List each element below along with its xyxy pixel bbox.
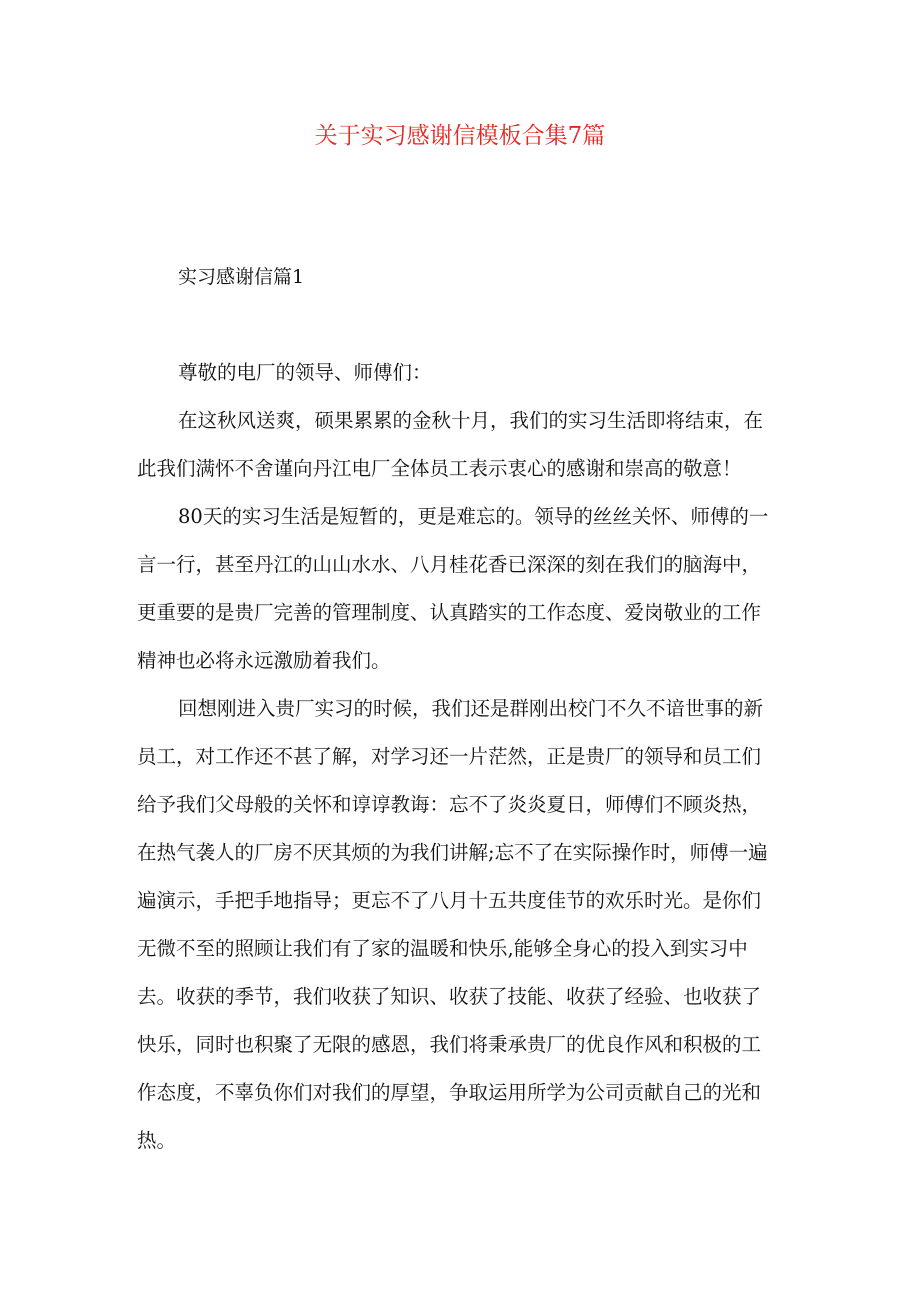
paragraph-3-line-1: 回想刚进入贵厂实习的时候，我们还是群刚出校门不久不谙世事的新 bbox=[178, 697, 764, 720]
paragraph-3-line-3: 给予我们父母般的关怀和谆谆教诲：忘不了炎炎夏日，师傅们不顾炎热， bbox=[137, 793, 762, 816]
paragraph-3-line-5: 遍演示，手把手地指导；更忘不了八月十五共度佳节的欢乐时光。是你们 bbox=[137, 889, 762, 912]
paragraph-3-line-10: 热。 bbox=[137, 1129, 177, 1152]
paragraph-2-line-4: 精神也必将永远激励着我们。 bbox=[137, 649, 391, 672]
paragraph-3-line-8: 快乐，同时也积聚了无限的感恩，我们将秉承贵厂的优良作风和积极的工 bbox=[137, 1033, 762, 1056]
paragraph-3-line-7: 去。收获的季节，我们收获了知识、收获了技能、收获了经验、也收获了 bbox=[137, 985, 762, 1008]
paragraph-2-line-1: 80天的实习生活是短暂的，更是难忘的。领导的丝丝关怀、师傅的一 bbox=[178, 505, 769, 528]
paragraph-1-line-1: 在这秋风送爽，硕果累累的金秋十月，我们的实习生活即将结束，在 bbox=[178, 409, 764, 432]
paragraph-3-line-6: 无微不至的照顾让我们有了家的温暖和快乐,能够全身心的投入到实习中 bbox=[137, 937, 748, 960]
document-title: 关于实习感谢信模板合集7篇 bbox=[314, 123, 606, 149]
paragraph-2-line-2: 言一行，甚至丹江的山山水水、八月桂花香已深深的刻在我们的脑海中， bbox=[137, 553, 762, 576]
paragraph-2-line-3: 更重要的是贵厂完善的管理制度、认真踏实的工作态度、爱岗敬业的工作 bbox=[137, 601, 762, 624]
paragraph-3-line-4: 在热气袭人的厂房不厌其烦的为我们讲解;忘不了在实际操作时，师傅一遍 bbox=[137, 841, 768, 864]
greeting-line: 尊敬的电厂的领导、师傅们： bbox=[178, 361, 432, 384]
paragraph-3-line-9: 作态度，不辜负你们对我们的厚望，争取运用所学为公司贡献自己的光和 bbox=[137, 1081, 762, 1104]
section-heading: 实习感谢信篇1 bbox=[178, 266, 305, 288]
paragraph-3-line-2: 员工，对工作还不甚了解，对学习还一片茫然，正是贵厂的领导和员工们 bbox=[137, 745, 762, 768]
paragraph-1-line-2: 此我们满怀不舍谨向丹江电厂全体员工表示衷心的感谢和崇高的敬意！ bbox=[137, 457, 742, 480]
